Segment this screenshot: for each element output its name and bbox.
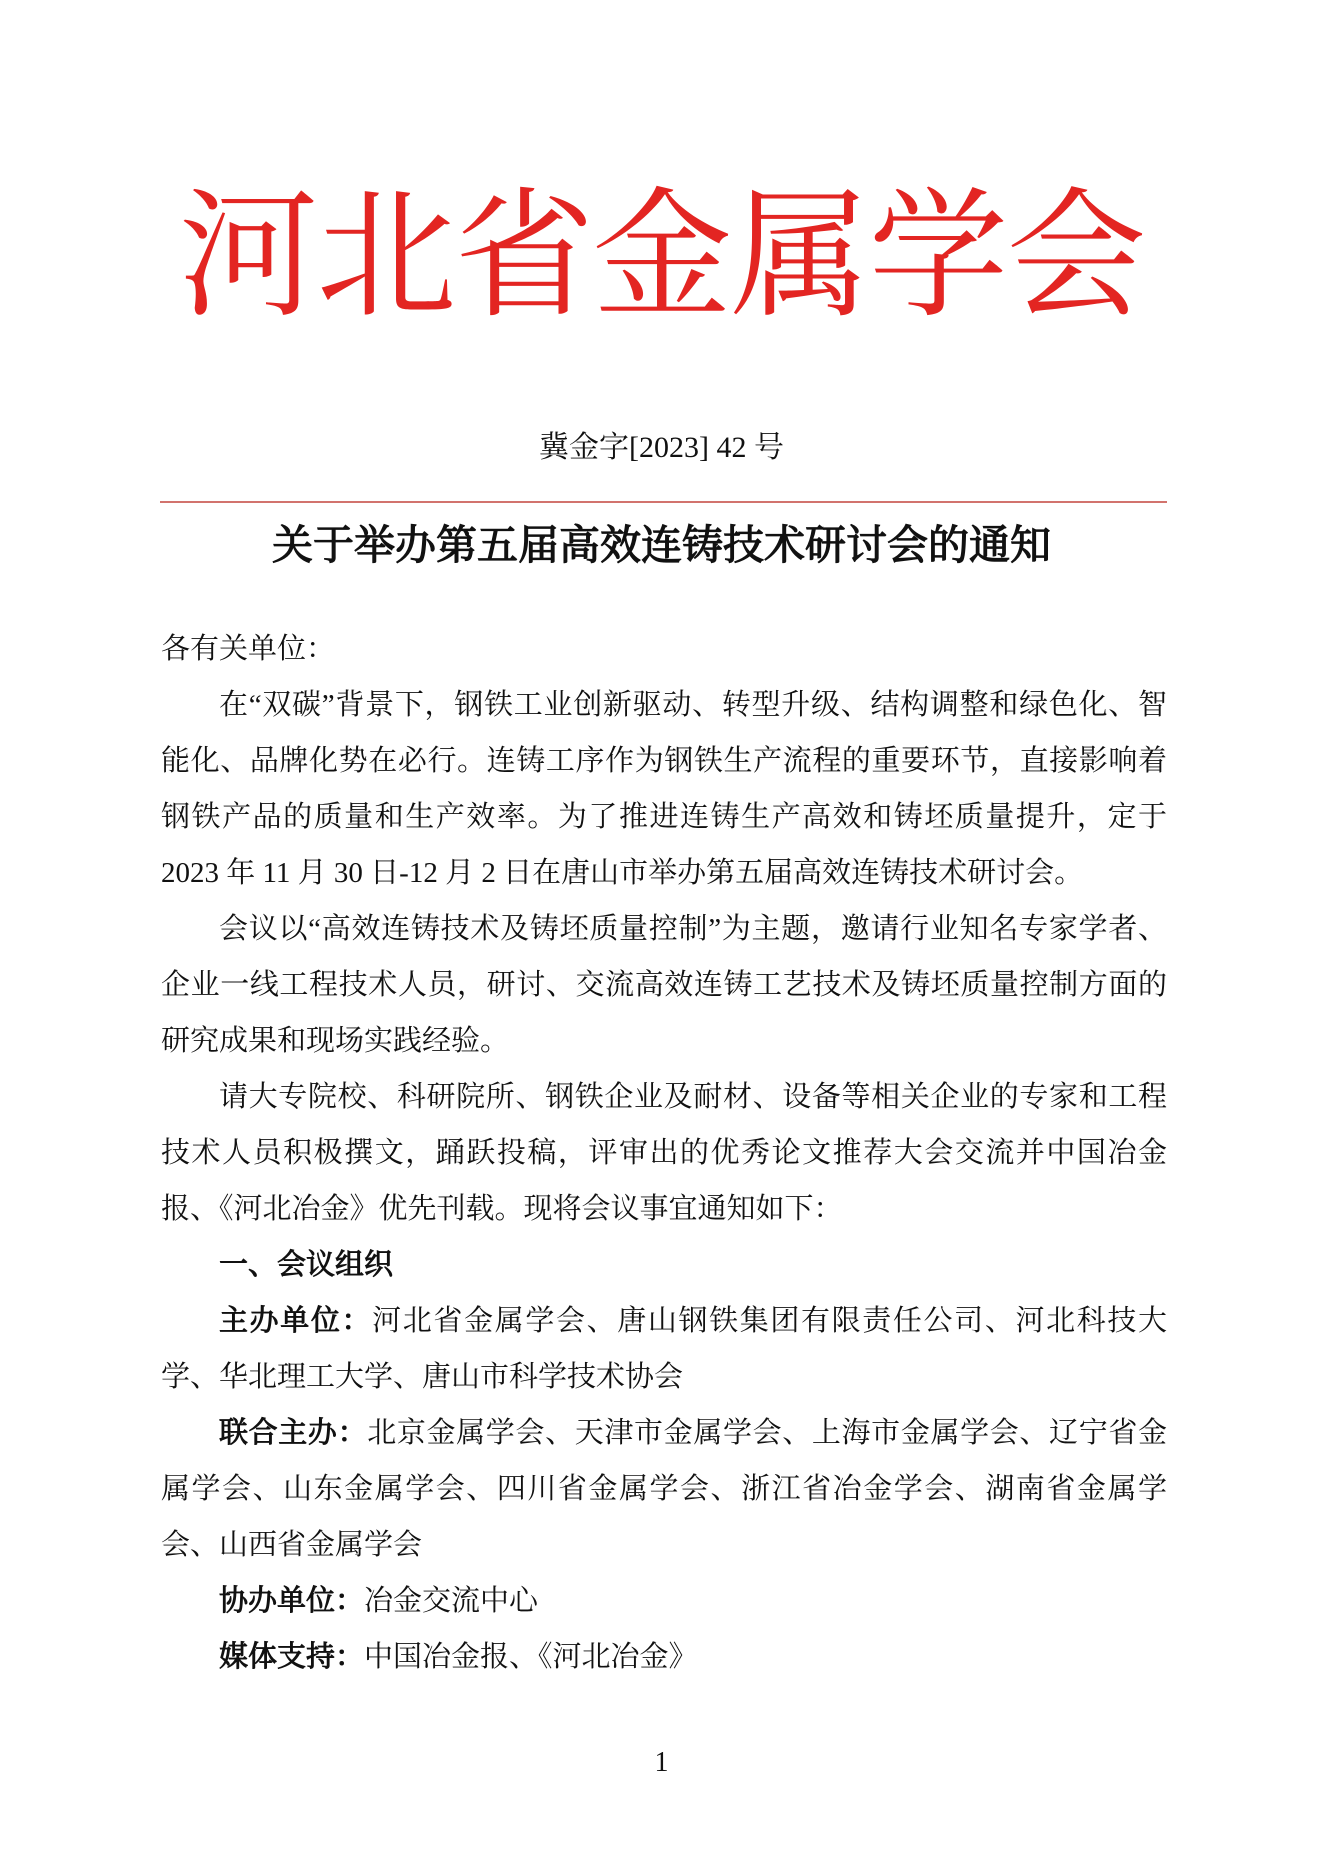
org-label-cohost: 联合主办： [219,1417,368,1449]
document-reference-number: 冀金字[2023] 42 号 [539,431,784,464]
org-value-media-support: 中国冶金报、《河北冶金》 [364,1641,698,1673]
red-divider-line [160,501,1167,503]
page-number: 1 [654,1747,669,1778]
org-line-coorganizer [161,1573,1167,1629]
org-line-media-support [161,1629,1167,1685]
society-masthead-title: 河北省金属学会 [178,180,1145,335]
org-label-media-support: 媒体支持： [219,1641,365,1673]
org-label-coorganizer: 协办单位： [219,1585,365,1617]
notice-title: 关于举办第五届高效连铸技术研讨会的通知 [272,522,1051,568]
paragraph-call-for-papers: 请大专院校、科研院所、钢铁企业及耐材、设备等相关企业的专家和工程技术人员积极撰文，踊跃投稿，评审出的优秀论文推荐大会交流并中国冶金报、《河北冶金》优先刊载。现将会议事宜通知如下： [161,1081,1167,1225]
org-line-host [161,1293,1167,1405]
org-line-cohost [161,1405,1167,1573]
paragraph-background: 在“双碳”背景下，钢铁工业创新驱动、转型升级、结构调整和绿色化、智能化、品牌化势在必行。连铸工序作为钢铁生产流程的重要环节，直接影响着钢铁产品的质量和生产效率。为了推进连铸生产高效和铸坯质量提升，定于 2023 年 11 月 30 日-12 月 2 日在唐山市举办第五届高效连铸技术研讨会。 [161,689,1167,889]
org-label-host: 主办单位： [219,1305,373,1337]
notice-body [161,621,1167,1685]
section-heading-meeting-organization: 一、会议组织 [219,1249,394,1281]
salutation-line: 各有关单位： [161,633,336,665]
org-value-coorganizer: 冶金交流中心 [364,1585,539,1617]
org-value-host: 河北省金属学会、唐山钢铁集团有限责任公司、河北科技大学、华北理工大学、唐山市科学技术协会 [161,1305,1167,1393]
paragraph-theme: 会议以“高效连铸技术及铸坯质量控制”为主题，邀请行业知名专家学者、企业一线工程技术人员，研讨、交流高效连铸工艺技术及铸坯质量控制方面的研究成果和现场实践经验。 [161,913,1167,1057]
org-value-cohost: 北京金属学会、天津市金属学会、上海市金属学会、辽宁省金属学会、山东金属学会、四川省金属学会、浙江省冶金学会、湖南省金属学会、山西省金属学会 [161,1417,1167,1561]
